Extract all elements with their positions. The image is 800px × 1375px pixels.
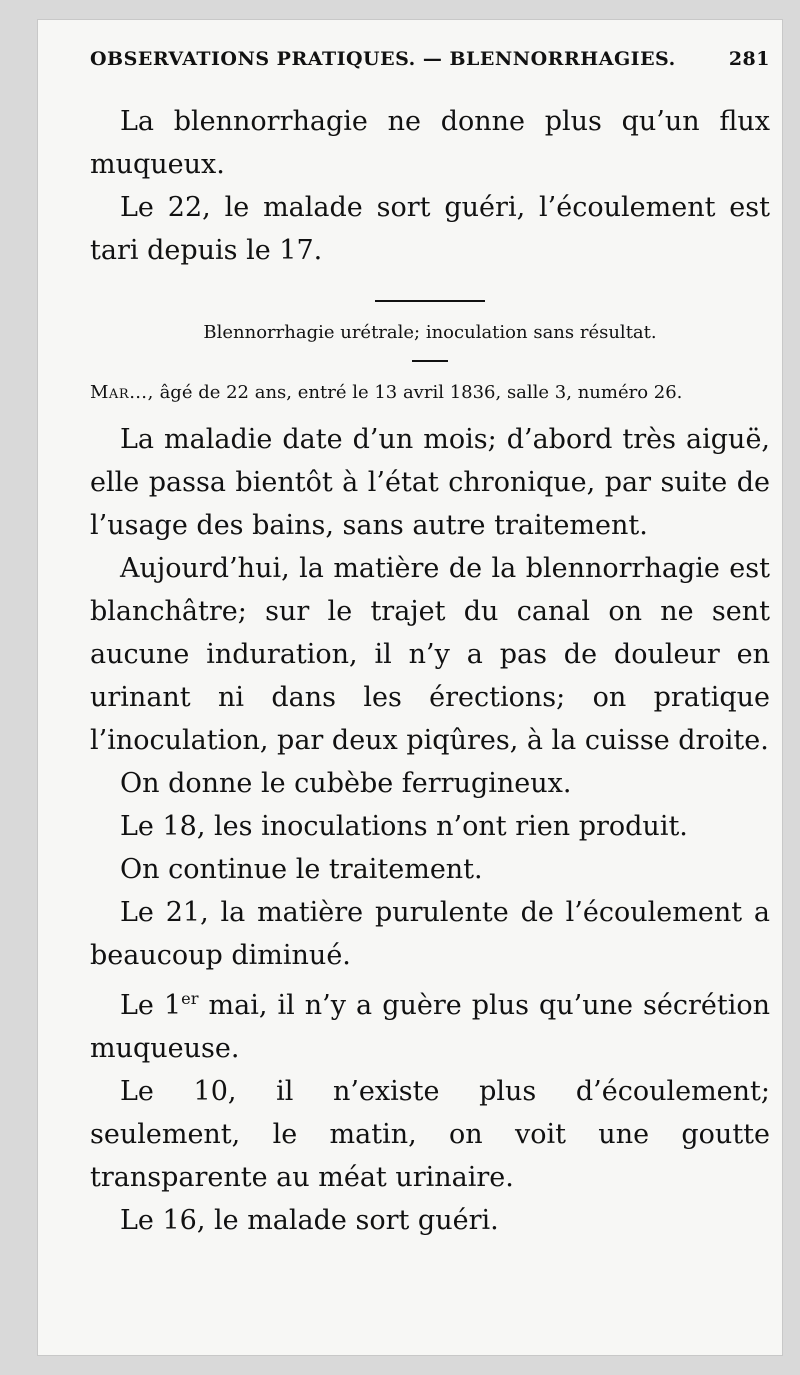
patient-name: Mar…, [90,382,154,403]
header-section [90,48,676,70]
may-prefix: Le 1 [120,990,182,1021]
paragraph: Le 18, les inoculations n’ont rien produit. [120,811,688,842]
paragraph: Aujourd’hui, la matière de la blennorrhagie est blanchâtre; sur le trajet du canal on ne sent aucune induration, il n’y a pas de douleur en urinant ni dans les érections; on pratique l’inoculation, par deux piqûres, à la cuisse droite. [90,553,770,756]
paragraph: La blennorrhagie ne donne plus qu’un flux muqueux. [90,106,770,180]
paragraph-may [90,977,770,1070]
case-details [90,380,770,406]
section-divider [375,300,485,302]
paragraph: On continue le traitement. [120,854,483,885]
patient-details: âgé de 22 ans, entré le 13 avril 1836, salle 3, numéro 26. [159,382,683,403]
paragraph: Le 21, la matière purulente de l’écoulement a beaucoup diminué. [90,897,770,971]
running-header [90,48,770,70]
paragraph: La maladie date d’un mois; d’abord très aiguë, elle passa bientôt à l’état chronique, par suite de l’usage des bains, sans autre traitement. [90,424,770,541]
paragraph: Le 10, il n’existe plus d’écoulement; seulement, le matin, on voit une goutte transparente au méat urinaire. [90,1076,770,1193]
book-page [38,20,782,1355]
page-body [90,100,770,1242]
ordinal-superscript: er [181,989,199,1008]
paragraph: On donne le cubèbe ferrugineux. [120,768,572,799]
header-dash: — [422,48,443,70]
header-center: BLENNORRHAGIES. [449,48,676,70]
paragraph: Le 22, le malade sort guéri, l’écoulement est tari depuis le 17. [90,192,770,266]
page-number: 281 [728,48,770,70]
case-title: Blennorrhagie urétrale; inoculation sans résultat. [203,322,657,343]
title-underline [412,360,448,362]
paragraph: Le 16, le malade sort guéri. [120,1205,499,1236]
may-rest: mai, il n’y a guère plus qu’une sécrétion muqueuse. [90,990,771,1064]
header-left: OBSERVATIONS PRATIQUES. [90,48,416,70]
